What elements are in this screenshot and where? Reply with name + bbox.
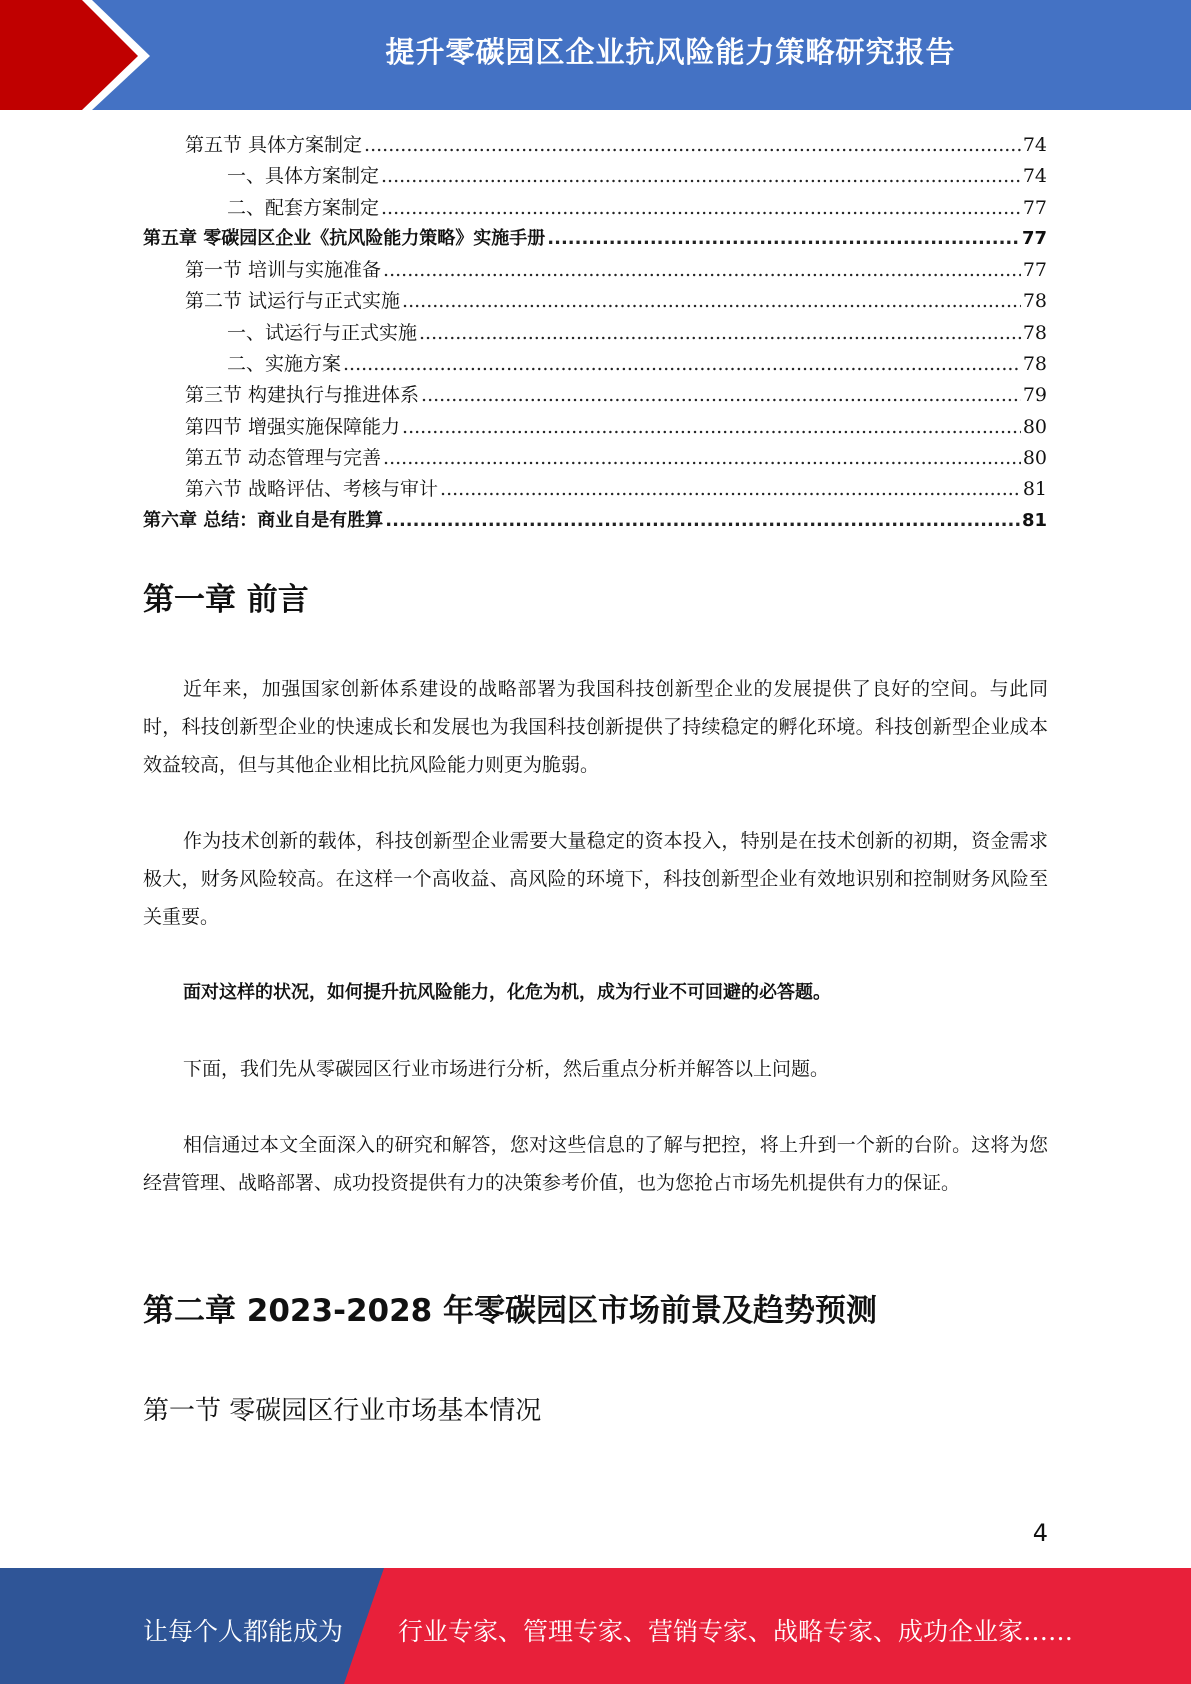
chapter-2-heading: 第二章 2023-2028 年零碳园区市场前景及趋势预测 (143, 1293, 878, 1329)
toc-entry[interactable] (143, 474, 1047, 505)
toc-entry-page: 80 (1022, 415, 1047, 438)
body-paragraph: 下面，我们先从零碳园区行业市场进行分析，然后重点分析并解答以上问题。 (183, 1058, 830, 1080)
toc-entry-label: 第六节 战略评估、考核与审计 (185, 478, 439, 501)
toc-entry-page: 77 (1022, 259, 1047, 282)
toc-entry-label: 第三节 构建执行与推进体系 (185, 384, 420, 407)
toc-entry-label: 第一节 培训与实施准备 (185, 259, 382, 282)
toc-entry-page: 77 (1021, 227, 1047, 249)
toc-entry-label: 第四节 增强实施保障能力 (185, 415, 401, 438)
page-header (0, 0, 1191, 110)
toc-entry[interactable] (143, 286, 1047, 317)
toc-entry-page: 81 (1022, 478, 1047, 501)
toc-entry-page: 80 (1022, 446, 1047, 469)
body-paragraph: 作为技术创新的载体，科技创新型企业需要大量稳定的资本投入，特别是在技术创新的初期，资金需求极大，财务风险较高。在这样一个高收益、高风险的环境下，科技创新型企业有效地识别和控制财务风险至关重要。 (143, 830, 1048, 928)
report-title: 提升零碳园区企业抗风险能力策略研究报告 (385, 35, 956, 69)
chapter-1-heading: 第一章 前言 (143, 582, 309, 618)
toc-entry-label: 第五节 具体方案制定 (185, 134, 363, 156)
toc-leader-dots (402, 290, 1021, 312)
section-heading: 第一节 零碳园区行业市场基本情况 (143, 1396, 542, 1426)
toc-entry-label: 二、实施方案 (227, 353, 342, 376)
toc-entry-page: 78 (1022, 321, 1047, 344)
toc-entry-page: 74 (1022, 134, 1047, 156)
toc-entry-label: 第五节 动态管理与完善 (185, 446, 382, 469)
toc-entry-label: 第二节 试运行与正式实施 (185, 290, 401, 313)
toc-leader-dots (421, 384, 1021, 406)
toc-entry-page: 78 (1022, 353, 1047, 376)
toc-leader-dots (343, 353, 1021, 375)
toc-entry-label: 一、试运行与正式实施 (227, 321, 418, 344)
toc-leader-dots (419, 322, 1021, 344)
toc-entry-page: 77 (1022, 196, 1047, 219)
toc-chapter-entry[interactable] (143, 224, 1047, 255)
toc-leader-dots (383, 447, 1021, 469)
toc-leader-dots (364, 134, 1021, 156)
page-number: 4 (1032, 1519, 1048, 1547)
toc-entry[interactable] (143, 255, 1047, 286)
toc-leader-dots (547, 228, 1020, 249)
toc-entry[interactable] (143, 412, 1047, 443)
toc-entry-page: 78 (1022, 290, 1047, 313)
footer-slogan-left: 让每个人都能成为 (143, 1617, 344, 1646)
toc-entry-label: 一、具体方案制定 (227, 165, 380, 188)
toc-leader-dots (381, 165, 1021, 187)
body-paragraph: 相信通过本文全面深入的研究和解答，您对这些信息的了解与把控，将上升到一个新的台阶。这将为您经营管理、战略部署、成功投资提供有力的决策参考价值，也为您抢占市场先机提供有力的保证。 (143, 1134, 1048, 1194)
toc-entry-page: 74 (1022, 165, 1047, 188)
toc-entry[interactable] (143, 318, 1047, 349)
toc-leader-dots (440, 478, 1021, 500)
toc-leader-dots (381, 197, 1021, 219)
table-of-contents (143, 130, 1047, 537)
toc-entry[interactable] (143, 443, 1047, 474)
toc-entry-page: 81 (1021, 509, 1047, 531)
toc-leader-dots (383, 259, 1021, 281)
footer-slogan-right: 行业专家、管理专家、营销专家、战略专家、成功企业家…… (398, 1617, 1074, 1646)
toc-entry[interactable] (143, 193, 1047, 224)
page-footer (0, 1568, 1191, 1684)
emphasis-paragraph: 面对这样的状况，如何提升抗风险能力，化危为机，成为行业不可回避的必答题。 (183, 982, 831, 1003)
toc-chapter-entry[interactable] (143, 506, 1047, 537)
toc-entry-label: 二、配套方案制定 (227, 196, 380, 219)
toc-entry-page: 79 (1022, 384, 1047, 407)
toc-entry[interactable] (143, 130, 1047, 161)
toc-entry[interactable] (143, 380, 1047, 411)
toc-leader-dots (402, 416, 1021, 438)
toc-entry-label: 第六章 总结：商业自是有胜算 (143, 509, 384, 531)
toc-entry-label: 第五章 零碳园区企业《抗风险能力策略》实施手册 (143, 227, 546, 249)
header-arrow-decoration (0, 0, 160, 110)
toc-entry[interactable] (143, 349, 1047, 380)
toc-entry[interactable] (143, 161, 1047, 192)
toc-leader-dots (385, 510, 1020, 531)
body-paragraph: 近年来，加强国家创新体系建设的战略部署为我国科技创新型企业的发展提供了良好的空间。与此同时，科技创新型企业的快速成长和发展也为我国科技创新提供了持续稳定的孵化环境。科技创新型企业成本效益较高，但与其他企业相比抗风险能力则更为脆弱。 (143, 678, 1048, 776)
